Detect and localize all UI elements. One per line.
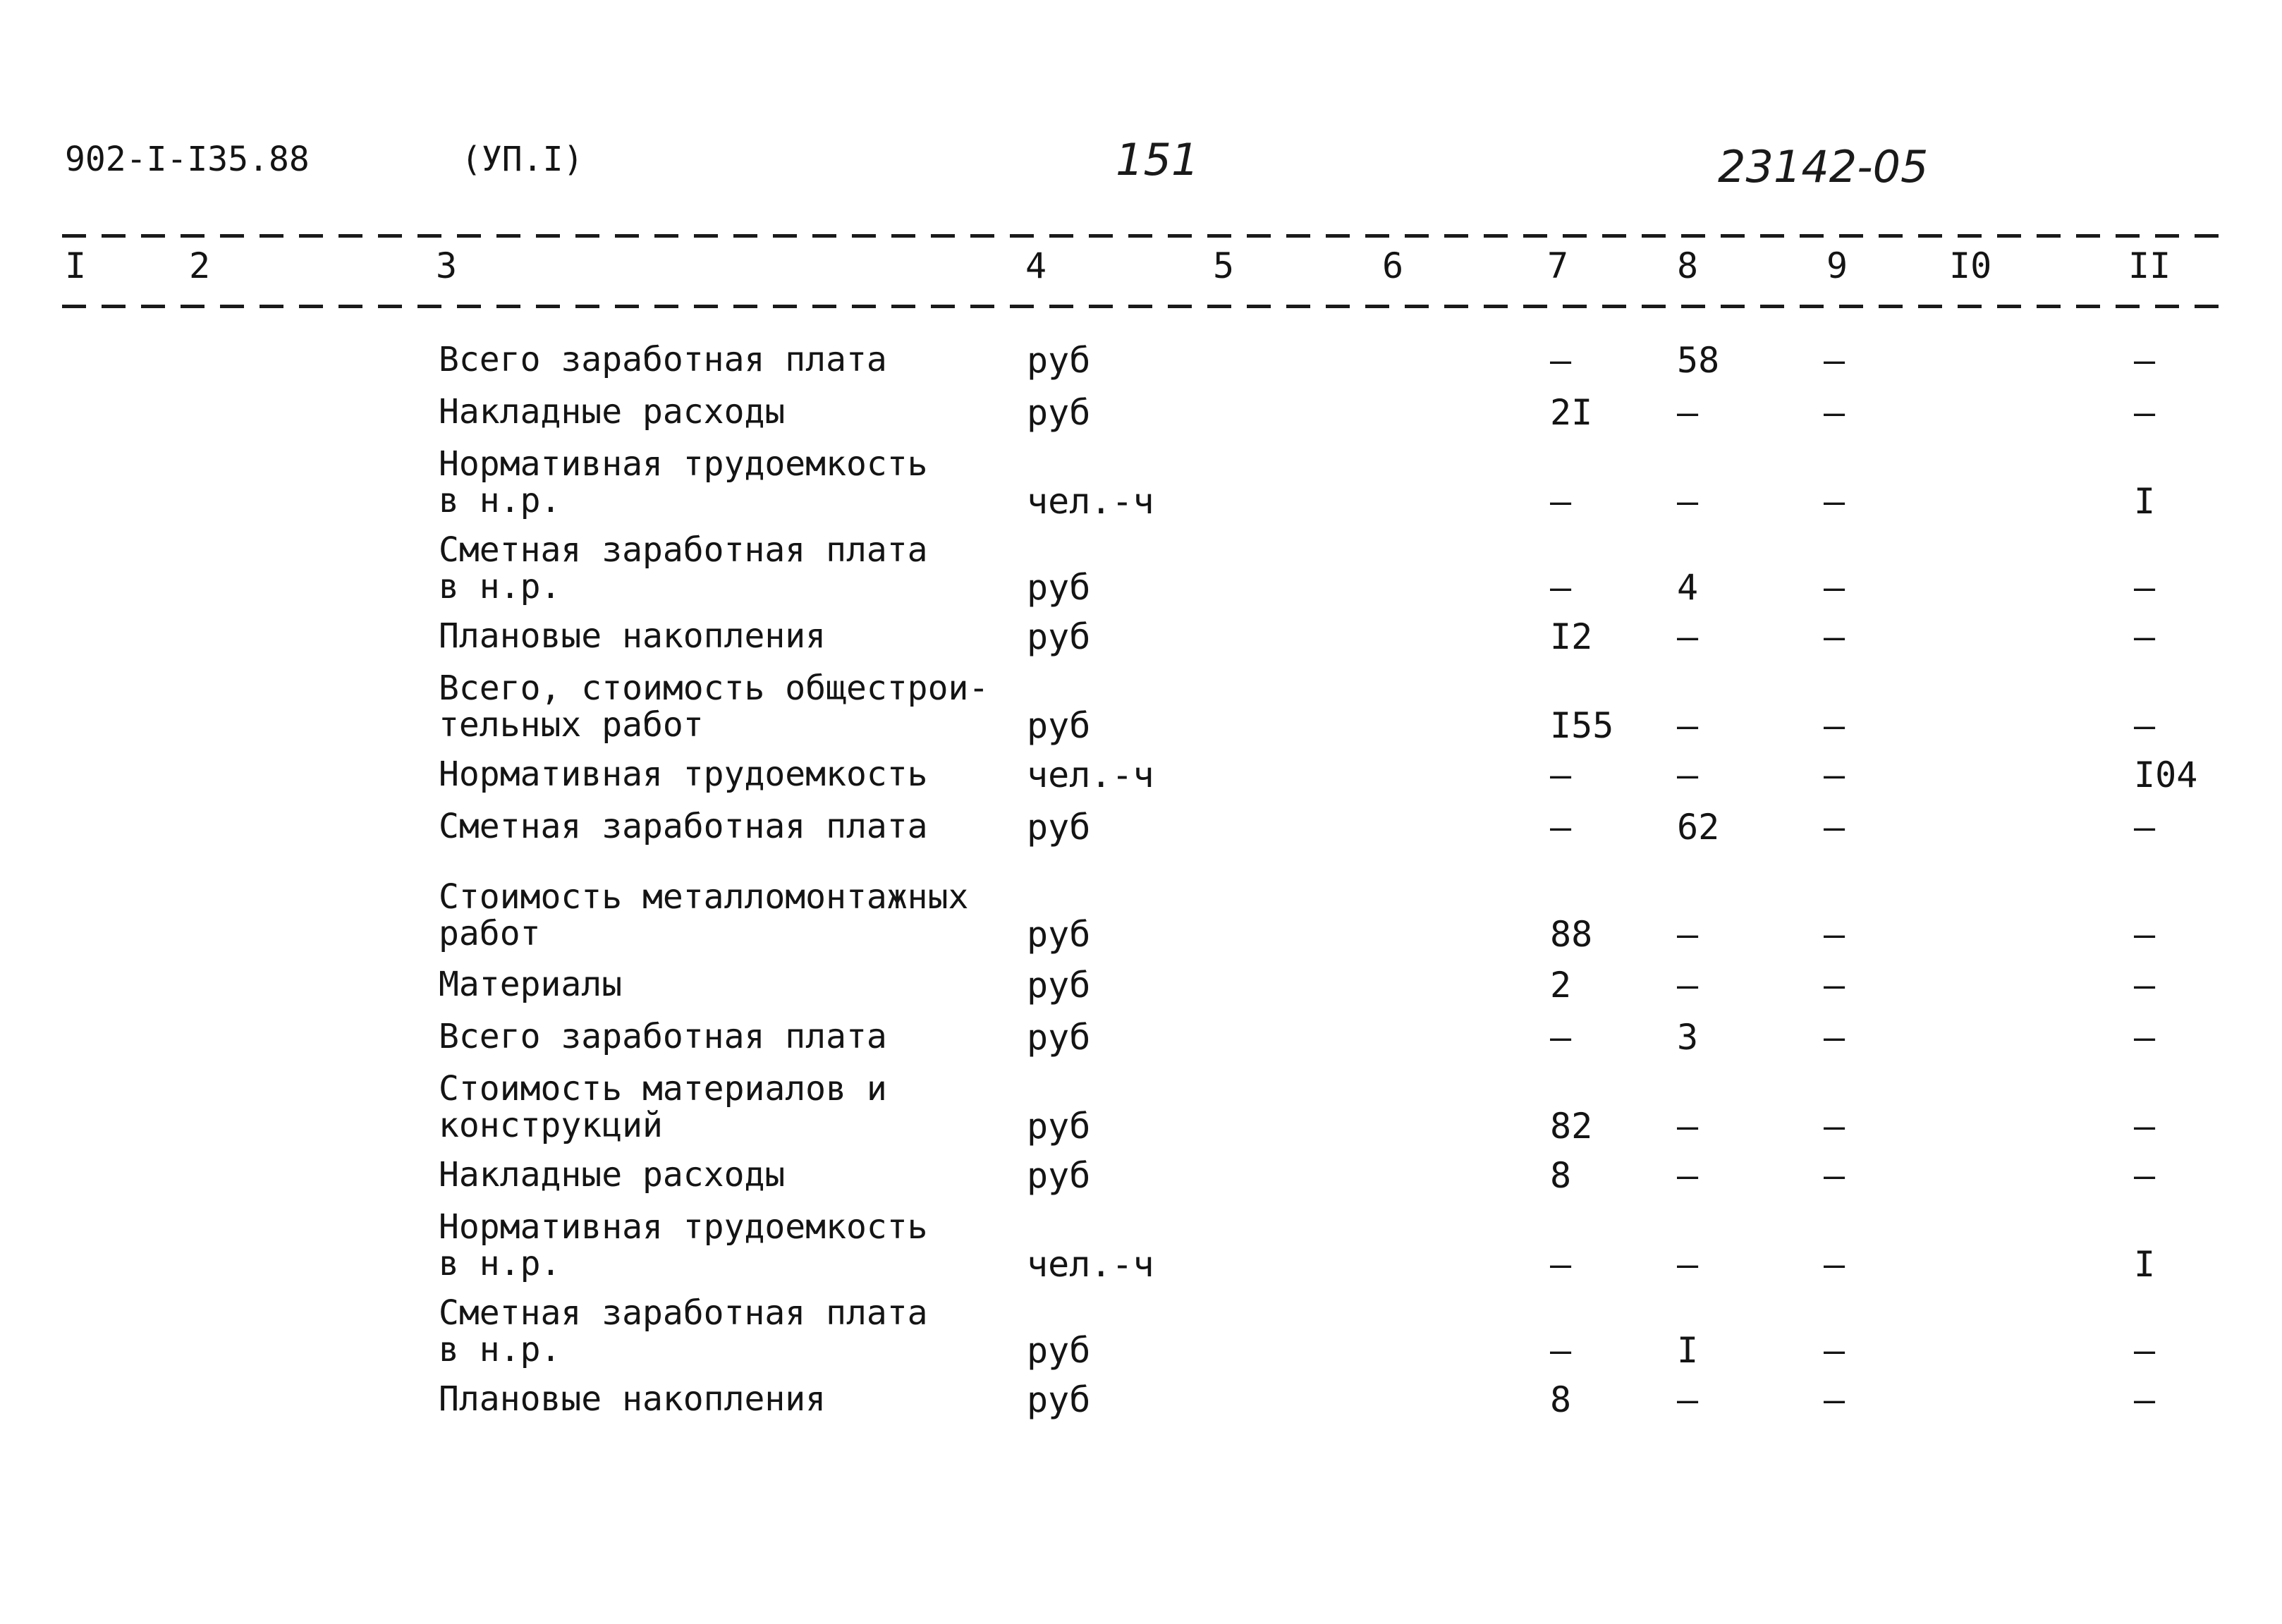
cell-col9: – bbox=[1824, 755, 1845, 795]
row-unit: руб bbox=[1027, 616, 1091, 657]
row-name: Плановые накопления bbox=[439, 616, 826, 656]
cell-col8: – bbox=[1677, 1379, 1699, 1420]
cell-col7: – bbox=[1550, 481, 1572, 522]
cell-col8: – bbox=[1677, 481, 1699, 522]
row-unit: руб bbox=[1027, 392, 1091, 433]
cell-col9: – bbox=[1824, 1017, 1845, 1058]
column-number-4: 4 bbox=[1025, 245, 1047, 286]
album-code: 23142-05 bbox=[1718, 141, 1929, 193]
column-number-5: 5 bbox=[1213, 245, 1235, 286]
row-name: Накладные расходы bbox=[439, 1155, 786, 1195]
header-top-rule bbox=[62, 234, 2227, 238]
cell-col11: – bbox=[2134, 392, 2156, 433]
cell-col7: 88 bbox=[1550, 914, 1593, 955]
row-name: Всего, стоимость общестрои- тельных работ bbox=[439, 668, 989, 745]
row-unit: руб bbox=[1027, 1330, 1091, 1371]
document-code: 902-I-I35.88 bbox=[65, 140, 310, 179]
row-unit: руб bbox=[1027, 705, 1091, 746]
column-number-3: 3 bbox=[436, 245, 458, 286]
cell-col8: 62 bbox=[1677, 807, 1720, 848]
row-name: Накладные расходы bbox=[439, 392, 786, 432]
cell-col7: 2 bbox=[1550, 965, 1572, 1006]
cell-col8: – bbox=[1677, 1244, 1699, 1285]
cell-col11: – bbox=[2134, 1155, 2156, 1196]
row-unit: руб bbox=[1027, 567, 1091, 608]
row-name: Сметная заработная плата в н.р. bbox=[439, 530, 928, 606]
column-number-8: 8 bbox=[1677, 245, 1699, 286]
cell-col9: – bbox=[1824, 481, 1845, 522]
cell-col11: – bbox=[2134, 807, 2156, 848]
cell-col7: – bbox=[1550, 1330, 1572, 1371]
column-number-6: 6 bbox=[1382, 245, 1404, 286]
row-name: Сметная заработная плата bbox=[439, 807, 928, 846]
page-number: 151 bbox=[1116, 134, 1200, 185]
row-unit: руб bbox=[1027, 965, 1091, 1006]
cell-col11: I bbox=[2134, 481, 2156, 522]
cell-col9: – bbox=[1824, 807, 1845, 848]
cell-col9: – bbox=[1824, 616, 1845, 657]
cell-col9: – bbox=[1824, 1244, 1845, 1285]
cell-col8: – bbox=[1677, 1155, 1699, 1196]
row-unit: руб bbox=[1027, 1017, 1091, 1058]
row-unit: руб bbox=[1027, 914, 1091, 955]
row-name: Нормативная трудоемкость bbox=[439, 755, 928, 794]
column-number-2: 2 bbox=[189, 245, 211, 286]
cell-col7: 8 bbox=[1550, 1379, 1572, 1420]
header-bottom-rule bbox=[62, 305, 2227, 308]
cell-col7: – bbox=[1550, 755, 1572, 795]
cell-col8: – bbox=[1677, 965, 1699, 1006]
row-name: Стоимость металломонтажных работ bbox=[439, 877, 969, 953]
cell-col8: 4 bbox=[1677, 567, 1699, 608]
cell-col11: – bbox=[2134, 705, 2156, 746]
cell-col7: 82 bbox=[1550, 1106, 1593, 1147]
row-unit: руб bbox=[1027, 807, 1091, 848]
row-name: Сметная заработная плата в н.р. bbox=[439, 1293, 928, 1369]
row-unit: чел.-ч bbox=[1027, 481, 1154, 522]
cell-col9: – bbox=[1824, 914, 1845, 955]
column-number-7: 7 bbox=[1547, 245, 1569, 286]
cell-col11: I04 bbox=[2134, 755, 2198, 795]
cell-col8: – bbox=[1677, 914, 1699, 955]
cell-col11: – bbox=[2134, 914, 2156, 955]
cell-col7: I2 bbox=[1550, 616, 1593, 657]
cell-col11: – bbox=[2134, 616, 2156, 657]
cell-col11: – bbox=[2134, 340, 2156, 381]
cell-col8: – bbox=[1677, 392, 1699, 433]
column-number-11: II bbox=[2128, 245, 2171, 286]
row-unit: чел.-ч bbox=[1027, 755, 1154, 795]
cell-col9: – bbox=[1824, 392, 1845, 433]
cell-col7: – bbox=[1550, 1017, 1572, 1058]
cell-col8: I bbox=[1677, 1330, 1699, 1371]
cell-col11: – bbox=[2134, 1017, 2156, 1058]
column-number-10: I0 bbox=[1949, 245, 1992, 286]
row-name: Нормативная трудоемкость в н.р. bbox=[439, 1207, 928, 1283]
cell-col9: – bbox=[1824, 1155, 1845, 1196]
cell-col7: – bbox=[1550, 1244, 1572, 1285]
cell-col8: – bbox=[1677, 1106, 1699, 1147]
row-name: Всего заработная плата bbox=[439, 340, 887, 379]
cell-col8: – bbox=[1677, 755, 1699, 795]
cell-col7: – bbox=[1550, 567, 1572, 608]
cell-col11: – bbox=[2134, 567, 2156, 608]
cell-col8: – bbox=[1677, 705, 1699, 746]
row-name: Стоимость материалов и конструкций bbox=[439, 1069, 887, 1145]
cell-col9: – bbox=[1824, 1330, 1845, 1371]
row-unit: чел.-ч bbox=[1027, 1244, 1154, 1285]
row-name: Нормативная трудоемкость в н.р. bbox=[439, 444, 928, 520]
cell-col8: 3 bbox=[1677, 1017, 1699, 1058]
cell-col9: – bbox=[1824, 965, 1845, 1006]
row-name: Плановые накопления bbox=[439, 1379, 826, 1419]
row-name: Материалы bbox=[439, 965, 623, 1004]
cell-col11: – bbox=[2134, 965, 2156, 1006]
cell-col9: – bbox=[1824, 340, 1845, 381]
row-unit: руб bbox=[1027, 1106, 1091, 1147]
cell-col7: 8 bbox=[1550, 1155, 1572, 1196]
row-unit: руб bbox=[1027, 1155, 1091, 1196]
cell-col7: I55 bbox=[1550, 705, 1614, 746]
cell-col9: – bbox=[1824, 567, 1845, 608]
cell-col7: – bbox=[1550, 340, 1572, 381]
row-unit: руб bbox=[1027, 1379, 1091, 1420]
column-number-9: 9 bbox=[1826, 245, 1848, 286]
cell-col11: I bbox=[2134, 1244, 2156, 1285]
cell-col7: – bbox=[1550, 807, 1572, 848]
cell-col7: 2I bbox=[1550, 392, 1593, 433]
column-number-1: I bbox=[65, 245, 87, 286]
row-name: Всего заработная плата bbox=[439, 1017, 887, 1056]
cell-col9: – bbox=[1824, 705, 1845, 746]
section-code: (УП.I) bbox=[461, 140, 584, 179]
cell-col11: – bbox=[2134, 1379, 2156, 1420]
cell-col8: 58 bbox=[1677, 340, 1720, 381]
cell-col11: – bbox=[2134, 1106, 2156, 1147]
cell-col8: – bbox=[1677, 616, 1699, 657]
row-unit: руб bbox=[1027, 340, 1091, 381]
cell-col9: – bbox=[1824, 1106, 1845, 1147]
cell-col11: – bbox=[2134, 1330, 2156, 1371]
cell-col9: – bbox=[1824, 1379, 1845, 1420]
